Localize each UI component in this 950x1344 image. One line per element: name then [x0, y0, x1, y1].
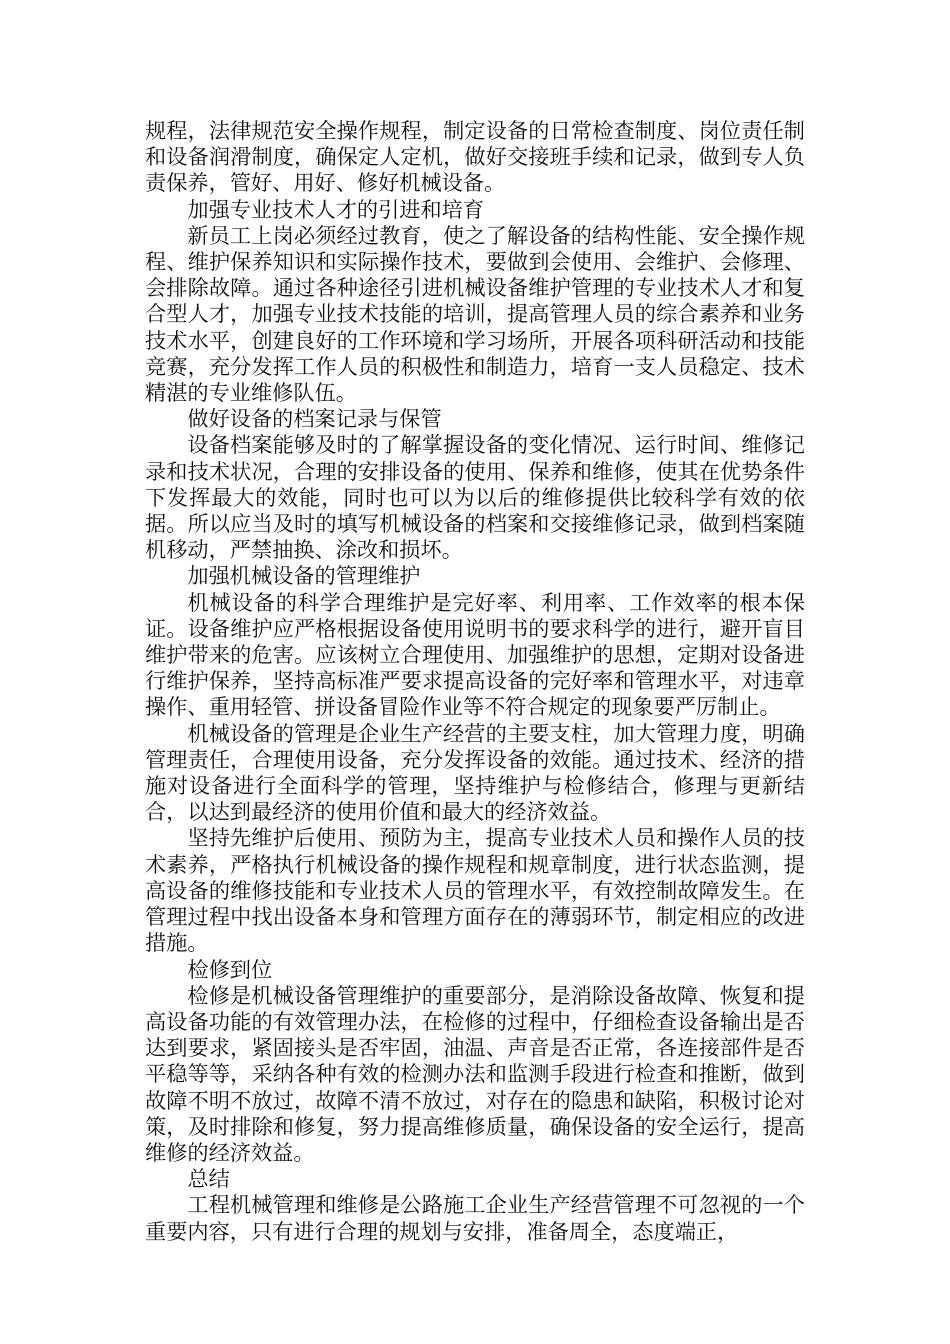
paragraph: 检修是机械设备管理维护的重要部分，是消除设备故障、恢复和提高设备功能的有效管理办法，在检修的过程中，仔细检查设备输出是否达到要求，紧固接头是否牢固，油温、声音是否正常，各连接部件是否平稳等等，采纳各种有效的检测办法和监测手段进行检查和推断，做到故障不明不放过，故障不清不放过，对存在的隐患和缺陷，积极讨论对策，及时排除和修复，努力提高维修质量，确保设备的安全运行，提高维修的经济效益。 — [145, 982, 805, 1165]
section-heading: 检修到位 — [187, 956, 273, 982]
paragraph: 新员工上岗必须经过教育，使之了解设备的结构性能、安全操作规程、维护保养知识和实际操作技术，要做到会使用、会维护、会修理、会排除故障。通过各种途径引进机械设备维护管理的专业技术人才和复合型人才，加强专业技术技能的培训，提高管理人员的综合素养和业务技术水平，创建良好的工作环境和学习场所，开展各项科研活动和技能竞赛，充分发挥工作人员的积极性和制造力，培育一支人员稳定、技术精湛的专业维修队伍。 — [145, 222, 805, 406]
document-body — [145, 118, 805, 1245]
paragraph: 机械设备的管理是企业生产经营的主要支柱，加大管理力度，明确管理责任，合理使用设备，充分发挥设备的效能。通过技术、经济的措施对设备进行全面科学的管理，坚持维护与检修结合，修理与更新结合，以达到最经济的使用价值和最大的经济效益。 — [145, 720, 805, 825]
section-heading: 加强专业技术人才的引进和培育 — [187, 196, 485, 222]
paragraph: 工程机械管理和维修是公路施工企业生产经营管理不可忽视的一个重要内容，只有进行合理的规划与安排，准备周全，态度端正， — [145, 1192, 805, 1244]
paragraph: 机械设备的科学合理维护是完好率、利用率、工作效率的根本保证。设备维护应严格根据设备使用说明书的要求科学的进行，避开盲目维护带来的危害。应该树立合理使用、加强维护的思想，定期对设备进行维护保养，坚持高标准严要求提高设备的完好率和管理水平，对违章操作、重用轻管、拼设备冒险作业等不符合规定的现象要严厉制止。 — [145, 589, 805, 720]
paragraph: 设备档案能够及时的了解掌握设备的变化情况、运行时间、维修记录和技术状况，合理的安排设备的使用、保养和维修，使其在优势条件下发挥最大的效能，同时也可以为以后的维修提供比较科学有效的依据。所以应当及时的填写机械设备的档案和交接维修记录，做到档案随机移动，严禁抽换、涂改和损坏。 — [145, 432, 805, 563]
section-heading: 做好设备的档案记录与保管 — [187, 406, 442, 432]
paragraph: 坚持先维护后使用、预防为主，提高专业技术人员和操作人员的技术素养，严格执行机械设备的操作规程和规章制度，进行状态监测，提高设备的维修技能和专业技术人员的管理水平，有效控制故障发生。在管理过程中找出设备本身和管理方面存在的薄弱环节，制定相应的改进措施。 — [145, 825, 805, 956]
section-heading: 总结 — [187, 1166, 230, 1192]
section-heading: 加强机械设备的管理维护 — [187, 563, 421, 589]
paragraph-continued: 规程，法律规范安全操作规程，制定设备的日常检查制度、岗位责任制和设备润滑制度，确保定人定机，做好交接班手续和记录，做到专人负责保养，管好、用好、修好机械设备。 — [145, 118, 805, 196]
